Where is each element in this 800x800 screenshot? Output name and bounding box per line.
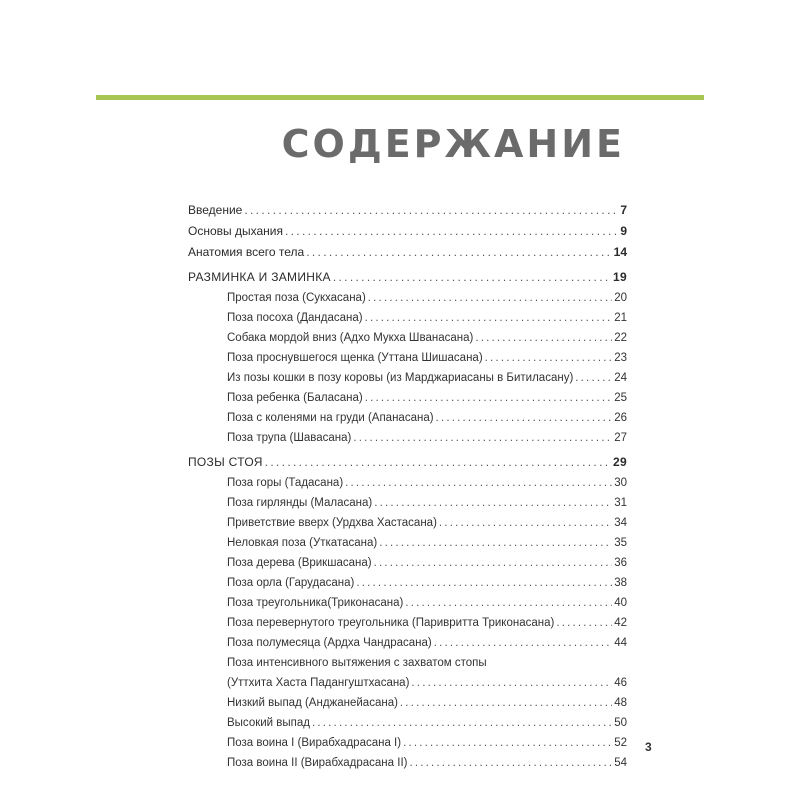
accent-rule bbox=[96, 95, 704, 100]
toc-entry-page: 23 bbox=[614, 352, 627, 364]
dot-leader bbox=[365, 308, 613, 328]
toc-entry-page: 52 bbox=[614, 737, 627, 749]
toc-entry[interactable] bbox=[188, 473, 627, 493]
toc-entry-label: Поза с коленями на груди (Апанасана) bbox=[227, 412, 434, 424]
dot-leader bbox=[368, 288, 612, 308]
toc-entry[interactable] bbox=[188, 513, 627, 533]
dot-leader bbox=[244, 200, 618, 221]
toc-entry[interactable] bbox=[188, 613, 627, 633]
toc-entry-label: Поза воина I (Вирабхадрасана I) bbox=[227, 737, 402, 749]
page-number: 3 bbox=[645, 740, 652, 754]
toc-entry-label: РАЗМИНКА И ЗАМИНКА bbox=[188, 270, 331, 284]
toc-entry-label: (Уттхита Хаста Падангуштхасана) bbox=[227, 677, 410, 689]
dot-leader bbox=[409, 753, 612, 773]
toc-entry-label: Поза трупа (Шавасана) bbox=[227, 432, 352, 444]
dot-leader bbox=[439, 513, 612, 533]
toc-entry[interactable] bbox=[188, 348, 627, 368]
toc-entry-page: 9 bbox=[620, 224, 627, 238]
page-title: СОДЕРЖАНИЕ bbox=[281, 122, 625, 166]
dot-leader bbox=[436, 408, 613, 428]
dot-leader bbox=[365, 388, 612, 408]
dot-leader bbox=[485, 348, 613, 368]
toc-entry[interactable] bbox=[188, 633, 627, 653]
toc-entry[interactable] bbox=[188, 388, 627, 408]
toc-entry-label: Поза орла (Гарудасана) bbox=[227, 577, 355, 589]
toc-entry-label: Поза проснувшегося щенка (Уттана Шишасана) bbox=[227, 352, 483, 364]
dot-leader bbox=[434, 633, 612, 653]
toc-entry[interactable] bbox=[188, 673, 627, 693]
toc-entry[interactable] bbox=[188, 693, 627, 713]
toc-entry-page: 7 bbox=[620, 203, 627, 217]
toc-entry-page: 19 bbox=[613, 270, 627, 284]
toc-entry[interactable] bbox=[188, 753, 627, 773]
toc-entry-page: 42 bbox=[614, 617, 627, 629]
toc-entry-page: 36 bbox=[614, 557, 627, 569]
toc-entry[interactable] bbox=[188, 493, 627, 513]
toc-entry[interactable] bbox=[188, 408, 627, 428]
toc-entry-label: Поза интенсивного вытяжения с захватом стопы bbox=[227, 657, 487, 669]
toc-entry[interactable] bbox=[188, 288, 627, 308]
toc-entry-label: Поза треугольника(Триконасана) bbox=[227, 597, 404, 609]
toc-entry-page: 46 bbox=[614, 677, 627, 689]
toc-entry-page: 34 bbox=[614, 517, 627, 529]
dot-leader bbox=[400, 693, 612, 713]
dot-leader bbox=[403, 733, 612, 753]
toc-entry-page: 38 bbox=[614, 577, 627, 589]
dot-leader bbox=[285, 221, 618, 242]
toc-entry-page: 29 bbox=[613, 455, 627, 469]
dot-leader bbox=[374, 553, 613, 573]
toc-entry-page: 24 bbox=[614, 372, 627, 384]
toc-entry[interactable] bbox=[188, 200, 627, 221]
toc-entry-label: Низкий выпад (Анджанейасана) bbox=[227, 697, 398, 709]
dot-leader bbox=[265, 452, 611, 473]
toc-entry-label: Высокий выпад bbox=[227, 717, 310, 729]
toc-entry-page: 31 bbox=[614, 497, 627, 509]
toc-entry[interactable] bbox=[188, 221, 627, 242]
toc-entry-page: 40 bbox=[614, 597, 627, 609]
toc-entry-page: 27 bbox=[614, 432, 627, 444]
toc-entry-label: Собака мордой вниз (Адхо Мукха Шванасана) bbox=[227, 332, 474, 344]
toc-entry-page: 35 bbox=[614, 537, 627, 549]
toc-entry-label: Анатомия всего тела bbox=[188, 245, 305, 259]
toc-entry-page: 48 bbox=[614, 697, 627, 709]
toc-entry-label: Основы дыхания bbox=[188, 224, 283, 238]
toc-entry[interactable] bbox=[188, 733, 627, 753]
toc-entry[interactable] bbox=[188, 553, 627, 573]
toc-entry-page: 20 bbox=[614, 292, 627, 304]
toc-entry-label: Поза ребенка (Баласана) bbox=[227, 392, 363, 404]
toc-entry-label: Поза посоха (Дандасана) bbox=[227, 312, 363, 324]
toc-entry[interactable] bbox=[188, 368, 627, 388]
dot-leader bbox=[405, 593, 612, 613]
dot-leader bbox=[356, 573, 612, 593]
dot-leader bbox=[345, 473, 612, 493]
toc-entry-label: Поза перевернутого треугольника (Паривритта Триконасана) bbox=[227, 617, 555, 629]
toc-entry[interactable] bbox=[188, 533, 627, 553]
toc-entry[interactable] bbox=[188, 428, 627, 448]
toc-entry-label: Поза горы (Тадасана) bbox=[227, 477, 344, 489]
toc-entry-label: Поза воина II (Вирабхадрасана II) bbox=[227, 757, 408, 769]
toc-section-entry[interactable] bbox=[188, 267, 627, 288]
toc-entry-page: 30 bbox=[614, 477, 627, 489]
toc-entry[interactable] bbox=[188, 573, 627, 593]
toc-entry-page: 14 bbox=[613, 245, 627, 259]
toc-entry-label: Поза полумесяца (Ардха Чандрасана) bbox=[227, 637, 432, 649]
dot-leader bbox=[556, 613, 612, 633]
toc-entry-label: Поза гирлянды (Маласана) bbox=[227, 497, 373, 509]
toc-entry[interactable] bbox=[188, 328, 627, 348]
toc-entry[interactable] bbox=[188, 242, 627, 263]
dot-leader bbox=[475, 328, 612, 348]
toc-section-entry[interactable] bbox=[188, 452, 627, 473]
toc-entry-page: 54 bbox=[614, 757, 627, 769]
dot-leader bbox=[379, 533, 612, 553]
toc-entry-label: Приветствие вверх (Урдхва Хастасана) bbox=[227, 517, 437, 529]
toc-entry-label: Введение bbox=[188, 203, 243, 217]
dot-leader bbox=[306, 242, 611, 263]
dot-leader bbox=[374, 493, 612, 513]
toc-entry-page: 44 bbox=[614, 637, 627, 649]
toc-entry[interactable] bbox=[188, 593, 627, 613]
dot-leader bbox=[411, 673, 612, 693]
toc-entry-page: 25 bbox=[614, 392, 627, 404]
toc-entry-label: Поза дерева (Врикшасана) bbox=[227, 557, 372, 569]
toc-entry-label: Простая поза (Сукхасана) bbox=[227, 292, 366, 304]
toc-entry-page: 21 bbox=[614, 312, 627, 324]
dot-leader bbox=[575, 368, 612, 388]
dot-leader bbox=[312, 713, 612, 733]
toc-entry[interactable] bbox=[188, 713, 627, 733]
dot-leader bbox=[333, 267, 611, 288]
dot-leader bbox=[353, 428, 612, 448]
table-of-contents bbox=[188, 200, 627, 773]
toc-entry-label: ПОЗЫ СТОЯ bbox=[188, 455, 263, 469]
toc-entry-label: Неловкая поза (Уткатасана) bbox=[227, 537, 378, 549]
toc-entry[interactable] bbox=[188, 308, 627, 328]
toc-entry-label: Из позы кошки в позу коровы (из Марджариасаны в Битиласану) bbox=[227, 372, 574, 384]
toc-entry-page: 22 bbox=[614, 332, 627, 344]
toc-entry[interactable] bbox=[188, 653, 627, 673]
toc-entry-page: 50 bbox=[614, 717, 627, 729]
toc-entry-page: 26 bbox=[614, 412, 627, 424]
